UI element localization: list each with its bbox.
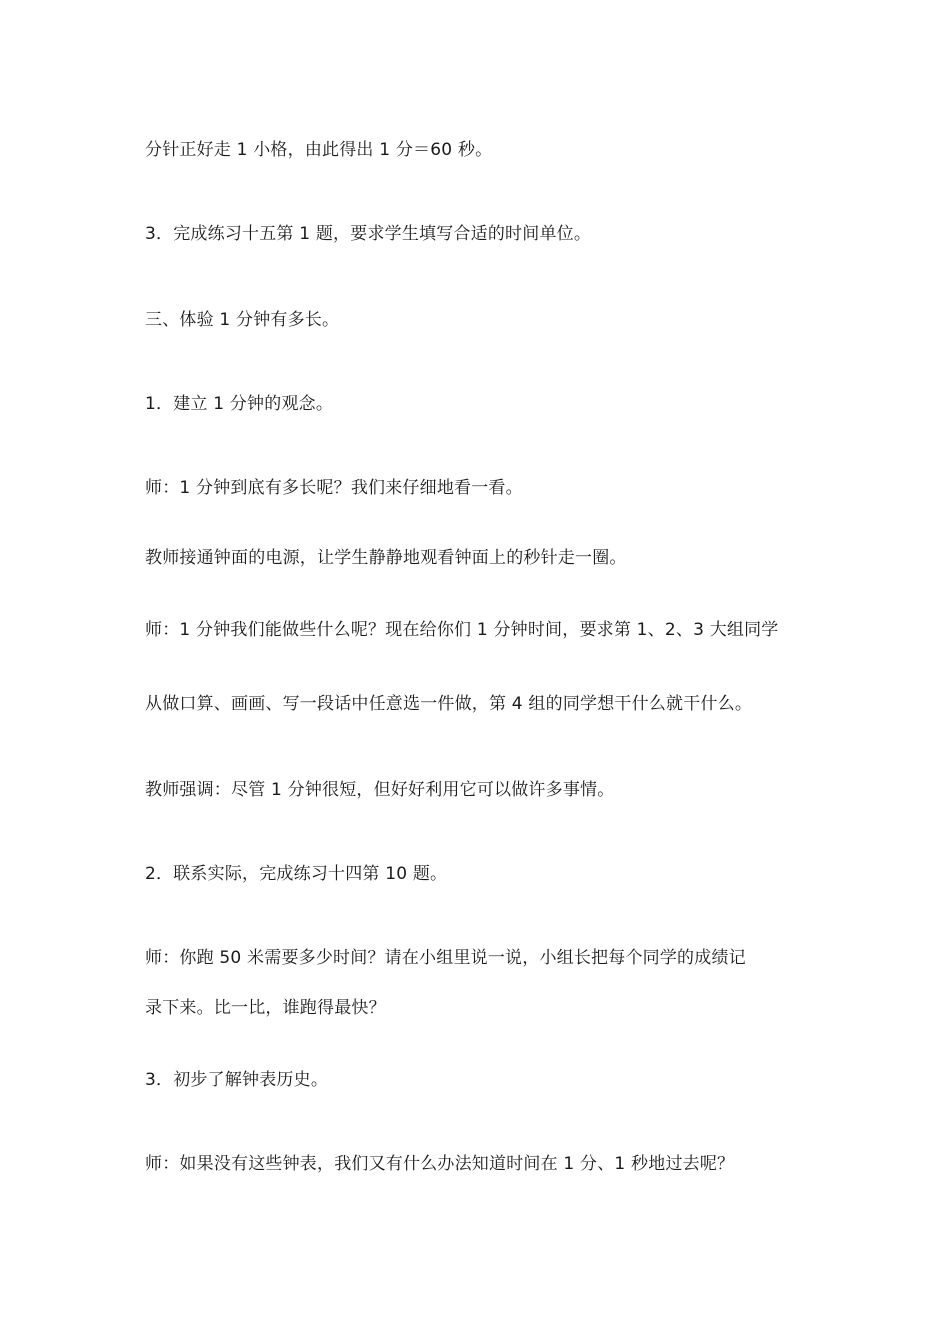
text-line-clock-history: 3．初步了解钟表历史。 <box>145 1070 329 1090</box>
text-line-teacher-question-without-clocks: 师：如果没有这些钟表，我们又有什么办法知道时间在 1 分、1 秒地过去呢？ <box>145 1154 735 1174</box>
section-heading-experience-one-minute: 三、体验 1 分钟有多长。 <box>145 310 340 330</box>
text-line-build-concept: 1．建立 1 分钟的观念。 <box>145 394 334 414</box>
text-line-teacher-question-50m: 师：你跑 50 米需要多少时间？请在小组里说一说，小组长把每个同学的成绩记 <box>145 948 746 968</box>
text-line-teacher-question-1: 师：1 分钟到底有多长呢？我们来仔细地看一看。 <box>145 478 523 498</box>
text-line-minute-equals-60-seconds: 分针正好走 1 小格，由此得出 1 分＝60 秒。 <box>145 140 493 160</box>
text-line-teacher-question-2: 师：1 分钟我们能做些什么呢？现在给你们 1 分钟时间，要求第 1、2、3 大组同学 <box>145 620 779 640</box>
text-line-teacher-connects-clock: 教师接通钟面的电源，让学生静静地观看钟面上的秒针走一圈。 <box>145 548 627 568</box>
text-line-record-results: 录下来。比一比，谁跑得最快？ <box>145 998 386 1018</box>
text-line-exercise-15-q1: 3．完成练习十五第 1 题，要求学生填写合适的时间单位。 <box>145 224 592 244</box>
text-line-exercise-14-q10: 2．联系实际，完成练习十四第 10 题。 <box>145 864 448 884</box>
text-line-teacher-emphasizes: 教师强调：尽管 1 分钟很短，但好好利用它可以做许多事情。 <box>145 780 615 800</box>
text-line-group-activity: 从做口算、画画、写一段话中任意选一件做，第 4 组的同学想干什么就干什么。 <box>145 694 753 714</box>
